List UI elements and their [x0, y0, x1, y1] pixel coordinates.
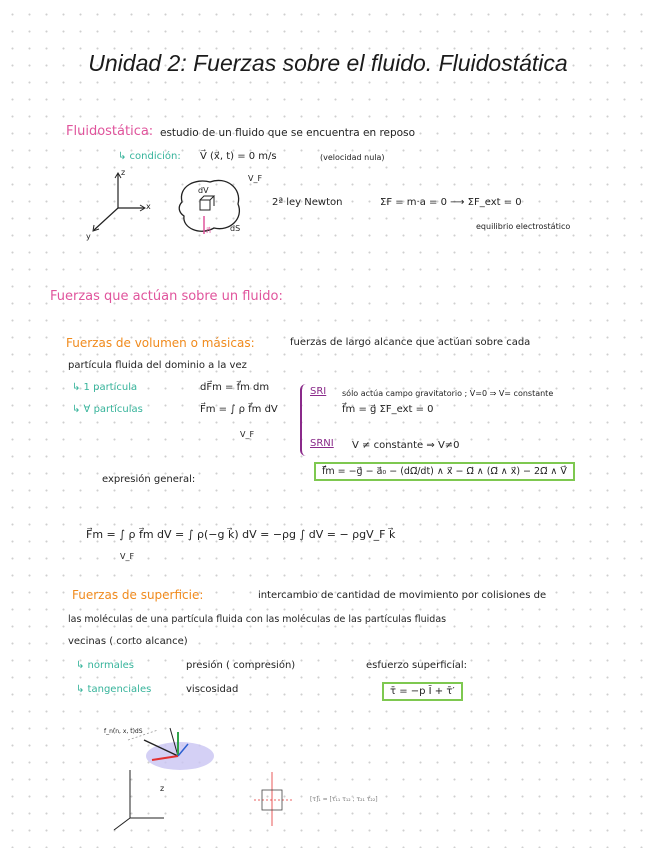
srni-label: SRNI	[310, 438, 334, 449]
integral-subscript: V_F	[120, 552, 135, 561]
fig-fn-label: f_n(n, x, t)dS	[104, 728, 143, 735]
all-particles-subscript: V_F	[240, 430, 255, 439]
page-title: Unidad 2: Fuerzas sobre el fluido. Fluidostática	[88, 50, 568, 76]
axis-x-label: x	[146, 202, 151, 211]
volume-forces-definition-1: fuerzas de largo alcance que actúan sobre cada	[290, 337, 531, 348]
fig-ds-label: dS	[230, 224, 241, 233]
surface-forces-term: Fuerzas de superficie:	[72, 588, 204, 602]
axis-z-label: z	[121, 168, 126, 177]
sri-label: SRI	[310, 386, 327, 397]
srni-text: V ≠ constante ⇒ V≠0	[352, 440, 460, 451]
fig-z-label: z	[160, 784, 165, 793]
condition-note: (velocidad nula)	[320, 153, 385, 162]
equilibrium-note: equilibrio electrostático	[476, 222, 571, 231]
fig-vf-label: V_F	[248, 174, 263, 183]
fluidostatica-definition: estudio de un fluido que se encuentra en reposo	[160, 127, 415, 139]
stress-element-figure	[250, 770, 300, 830]
surface-stress-label: esfuerzo superficial:	[366, 660, 468, 671]
tangential-forces-label: ↳ tangenciales	[76, 684, 152, 695]
surface-forces-definition-3: vecinas ( corto alcance)	[68, 636, 188, 647]
normal-forces-value: presión ( compresión)	[186, 660, 296, 671]
all-particles-equation: F⃗m = ∫ ρ f⃗m dV	[200, 404, 278, 415]
surface-forces-definition-1: intercambio de cantidad de movimiento por colisiones de	[258, 590, 547, 601]
surface-element-figure	[100, 720, 230, 830]
volume-forces-definition-2: partícula fluida del dominio a la vez	[68, 360, 247, 371]
general-expression-box: f⃗m = −g⃗ − a⃗₀ − (dΩ⃗/dt) ∧ x⃗ − Ω⃗ ∧ (Ω⃗ ∧ x⃗) − 2Ω⃗ ∧ V⃗	[314, 462, 575, 481]
sri-equation: f⃗m = g⃗ ΣF_ext = 0	[342, 404, 434, 415]
stress-tensor-label: [τ]₁ = [τ₁₁ τ₁₂ ; τ₂₁ τ₂₂]	[310, 796, 378, 803]
axes-figure	[80, 168, 150, 240]
newton-law-label: 2ª ley Newton	[272, 197, 343, 208]
fig-dv-label: dV	[198, 186, 209, 195]
fluidostatica-term: Fluidostática:	[66, 124, 154, 139]
all-particles-label: ↳ ∀ partículas	[72, 404, 143, 415]
forces-heading: Fuerzas que actúan sobre un fluido:	[50, 289, 283, 304]
surface-forces-definition-2: las moléculas de una partícula fluida con las moléculas de las partículas fluidas	[68, 614, 447, 625]
axis-y-label: y	[86, 232, 91, 241]
sri-text: sólo actúa campo gravitatorio ; V=0 ⇒ V= constante	[342, 389, 554, 398]
surface-stress-box: τ̄ = −p Ī + τ̄′	[382, 682, 463, 701]
general-expression-label: expresión general:	[102, 474, 196, 485]
fig-n-label: n⃗	[206, 226, 212, 235]
condition-formula: V⃗ (x⃗, t) = 0 m/s	[200, 151, 277, 162]
condition-arrow-label: ↳ condición:	[118, 151, 181, 162]
one-particle-equation: dF⃗m = f⃗m dm	[200, 382, 270, 393]
tangential-forces-value: viscosidad	[186, 684, 239, 695]
reference-frame-brace	[300, 384, 308, 456]
integral-equation: F⃗m = ∫ ρ f⃗m dV = ∫ ρ(−g k⃗) dV = −ρg ∫ dV = − ρgV_F k⃗	[86, 528, 396, 541]
normal-forces-label: ↳ normales	[76, 660, 134, 671]
one-particle-label: ↳ 1 partícula	[72, 382, 138, 393]
newton-equation: ΣF = m·a = 0 ⟶ ΣF_ext = 0	[380, 197, 522, 208]
volume-forces-term: Fuerzas de volumen o másicas:	[66, 336, 255, 350]
